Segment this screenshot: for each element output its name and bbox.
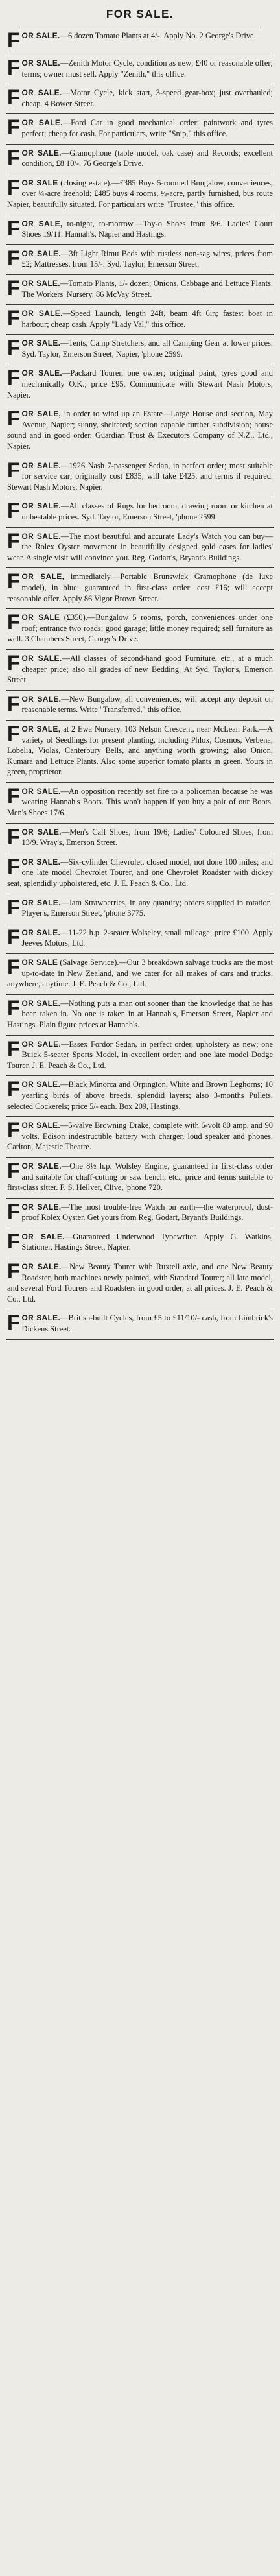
ad-text: —All classes of second-hand good Furniture, etc., at a much cheaper price; also all grades of new Bedding. At Syd. Taylor's, Emerson Street. bbox=[7, 653, 273, 685]
ad-initial-letter: F bbox=[7, 175, 20, 199]
ad-lead: OR SALE. bbox=[21, 309, 63, 318]
ad-initial-letter: F bbox=[7, 86, 20, 110]
ad-initial-letter: F bbox=[7, 458, 20, 482]
ad-text: —Tomato Plants, 1/- dozen; Onions, Cabbage and Lettuce Plants. The Workers' Nursery, 86 McVay Street. bbox=[21, 278, 273, 299]
classified-ad bbox=[6, 995, 274, 1036]
ad-list bbox=[4, 27, 276, 1340]
ad-initial-letter: F bbox=[7, 854, 20, 878]
ad-initial-letter: F bbox=[7, 1118, 20, 1142]
classified-ad bbox=[6, 457, 274, 498]
classified-ad bbox=[6, 114, 274, 144]
ad-initial-letter: F bbox=[7, 1311, 20, 1335]
ad-initial-letter: F bbox=[7, 115, 20, 139]
ad-initial-letter: F bbox=[7, 407, 20, 431]
ad-text: —The most beautiful and accurate Lady's Watch you can buy—the Rolex Oyster movement in beautifully designed gold cases for ladies' wear. A single visit will convince you. Reg. Godart's, Bryant's Buildings. bbox=[7, 531, 273, 562]
classified-ad bbox=[6, 405, 274, 457]
ad-initial-letter: F bbox=[7, 569, 20, 593]
ad-text: (Salvage Service).—Our 3 breakdown salvage trucks are the most up-to-date in New Zealand, and we cater for all makes of cars and trucks, anywhere, anytime. J. E. Peach & Co., Ltd. bbox=[7, 958, 273, 989]
ad-lead: OR SALE. bbox=[21, 88, 62, 98]
ad-lead: OR SALE. bbox=[21, 653, 62, 663]
ad-lead: OR SALE bbox=[21, 613, 60, 623]
ad-text: —Gramophone (table model, oak case) and Records; excellent condition, £8 10/-. 76 George's Drive. bbox=[21, 148, 273, 169]
ad-text: to-night, to-morrow.—Toy-o Shoes from 8/6. Ladies' Court Shoes 19/11. Hannah's, Napier and Hastings. bbox=[21, 219, 273, 239]
classified-ad bbox=[6, 1076, 274, 1117]
ad-initial-letter: F bbox=[7, 499, 20, 523]
ad-lead: OR SALE. bbox=[21, 998, 61, 1008]
ad-text: —An opposition recently set fire to a policeman because he was wearing Hannah's Boots. This won't happen if you buy a pair of our Boots. Men's Shoes 17/6. bbox=[7, 786, 273, 818]
ad-initial-letter: F bbox=[7, 145, 20, 169]
ad-lead: OR SALE. bbox=[21, 531, 61, 541]
ad-text: —Nothing puts a man out sooner than the knowledge that he has been taken in. No one is taken in at Hannah's, Emerson Street, Napier and Hastings. Plain figure prices at Hannah's. bbox=[7, 998, 273, 1029]
ad-text: —Essex Fordor Sedan, in perfect order, upholstery as new; one Buick 5-seater Sports Model, in excellent order; and one late model Dodge Tourer. J. E. Peach & Co., Ltd. bbox=[7, 1039, 273, 1070]
ad-lead: OR SALE. bbox=[21, 1039, 62, 1049]
ad-lead: OR SALE bbox=[21, 958, 58, 967]
ad-text: —3ft Light Rimu Beds with rustless non-sag wires, prices from £2; Mattresses, from 15/-. Syd. Taylor, Emerson Street. bbox=[21, 248, 273, 269]
classified-ad bbox=[6, 650, 274, 691]
classified-ad bbox=[6, 364, 274, 405]
ad-lead: OR SALE. bbox=[21, 1121, 61, 1130]
ad-lead: OR SALE. bbox=[21, 1262, 62, 1272]
ad-text: (closing estate).—£385 Buys 5-roomed Bungalow, conveniences, over ¼-acre freehold; £485 buys 4 rooms, ½-acre, partly furnished, bus route Napier, beautifully situated. For particulars write "Trustee," this office. bbox=[7, 178, 273, 209]
ad-initial-letter: F bbox=[7, 691, 20, 715]
classified-ad bbox=[6, 27, 274, 54]
ad-initial-letter: F bbox=[7, 996, 20, 1020]
ad-initial-letter: F bbox=[7, 925, 20, 949]
classified-ad bbox=[6, 275, 274, 305]
ad-lead: OR SALE. bbox=[21, 1161, 62, 1171]
classified-ad bbox=[6, 568, 274, 609]
ad-text: —The most trouble-free Watch on earth—the waterproof, dust-proof Rolex Oyster. Get yours from Reg. Godart, Bryant's Buildings. bbox=[21, 1202, 273, 1222]
ad-lead: OR SALE. bbox=[21, 898, 61, 907]
classified-ad bbox=[6, 305, 274, 335]
classified-ad bbox=[6, 54, 274, 84]
column-heading: FOR SALE. bbox=[19, 4, 261, 27]
ad-lead: OR SALE. bbox=[21, 460, 61, 470]
ad-text: —6 dozen Tomato Plants at 4/-. Apply No. 2 George's Drive. bbox=[60, 31, 256, 40]
ad-text: (£350).—Bungalow 5 rooms, porch, conveniences under one roof; entrance two roads; good garage; little money required; sell furniture as well. 3 Chambers Street, George's Drive. bbox=[7, 613, 273, 644]
ad-lead: OR SALE. bbox=[21, 786, 61, 796]
ad-initial-letter: F bbox=[7, 895, 20, 919]
ad-lead: OR SALE, bbox=[21, 724, 61, 733]
ad-initial-letter: F bbox=[7, 1158, 20, 1182]
ad-text: —Speed Launch, length 24ft, beam 4ft 6in; fastest boat in harbour; cheap cash. Apply "Lady Val," this office. bbox=[21, 309, 274, 329]
ad-initial-letter: F bbox=[7, 650, 20, 674]
classified-ad bbox=[6, 145, 274, 174]
classified-ad bbox=[6, 84, 274, 114]
ad-text: —Black Minorca and Orpington, White and Brown Leghorns; 10 yearling birds of above breeds, splendid layers; also 3-months Pullets, selected Cockerels; price 5/- each. Box 209, Hastings. bbox=[7, 1080, 273, 1111]
classified-ad bbox=[6, 215, 274, 245]
ad-text: —Six-cylinder Chevrolet, closed model, not done 100 miles; and one late model Chevrolet Tourer, and one Chevrolet Roadster with dickey seat, splendidly upholstered, etc. J. E. Peach & Co., Ltd. bbox=[7, 857, 273, 888]
ad-text: —5-valve Browning Drake, complete with 6-volt 80 amp. and 90 volts, Edison indestructible battery with charger, loud speaker and phones. Carlton, Majestic Theatre. bbox=[7, 1121, 273, 1152]
classified-ad bbox=[6, 924, 274, 954]
ad-lead: OR SALE. bbox=[21, 927, 61, 937]
ad-lead: OR SALE. bbox=[21, 1232, 65, 1241]
ad-lead: OR SALE. bbox=[21, 278, 60, 288]
ad-initial-letter: F bbox=[7, 1259, 20, 1283]
ad-text: —Ford Car in good mechanical order; paintwork and tyres perfect; cheap for cash. For particulars, write "Snip," this office. bbox=[21, 118, 273, 138]
ad-lead: OR SALE. bbox=[21, 694, 62, 704]
classified-ad bbox=[6, 1258, 274, 1309]
classified-ad bbox=[6, 853, 274, 894]
classified-ad bbox=[6, 954, 274, 995]
ad-text: at 2 Ewa Nursery, 103 Nelson Crescent, near McLean Park.—A variety of Seedlings for present planting, including Phlox, Cosmos, Verbena, Lobelia, Violas, Canterbury Bells, and anything worth growing; also Onion, Kumara and Lettuce Plants. Also some superior tomato plants in green. Yours in green, proprietor. bbox=[7, 724, 273, 777]
ad-text: —All classes of Rugs for bedroom, drawing room or kitchen at unbeatable prices. Syd. Taylor, Emerson Street, 'phone 2599. bbox=[21, 501, 273, 521]
ad-lead: OR SALE, bbox=[21, 572, 65, 582]
classified-ad bbox=[6, 245, 274, 275]
ad-initial-letter: F bbox=[7, 1229, 20, 1253]
ad-initial-letter: F bbox=[7, 306, 20, 330]
ad-initial-letter: F bbox=[7, 1036, 20, 1060]
classified-ad bbox=[6, 1117, 274, 1158]
ad-lead: OR SALE. bbox=[21, 1313, 61, 1323]
ad-lead: OR SALE. bbox=[21, 339, 61, 348]
ad-lead: OR SALE. bbox=[21, 248, 61, 258]
ad-initial-letter: F bbox=[7, 216, 20, 240]
ad-lead: OR SALE. bbox=[21, 148, 62, 158]
ad-lead: OR SALE. bbox=[21, 1202, 62, 1211]
ad-lead: OR SALE. bbox=[21, 31, 60, 40]
ad-initial-letter: F bbox=[7, 610, 20, 634]
classified-ad bbox=[6, 1228, 274, 1258]
classified-ad bbox=[6, 721, 274, 783]
classified-ad bbox=[6, 609, 274, 650]
classified-ad bbox=[6, 174, 274, 215]
ad-lead: OR SALE bbox=[21, 178, 58, 187]
ad-lead: OR SALE. bbox=[21, 58, 60, 67]
ad-lead: OR SALE. bbox=[21, 1080, 61, 1090]
classified-ad bbox=[6, 1309, 274, 1339]
classified-ad bbox=[6, 528, 274, 569]
ad-initial-letter: F bbox=[7, 1077, 20, 1101]
classified-ad bbox=[6, 691, 274, 721]
ad-initial-letter: F bbox=[7, 336, 20, 360]
ad-initial-letter: F bbox=[7, 955, 20, 979]
ad-text: immediately.—Portable Brunswick Gramophone (de luxe model), in blue; guaranteed in first-class order; cost £16; will accept reasonable offer. Apply 86 Vigor Brown Street. bbox=[7, 572, 273, 603]
classified-ad bbox=[6, 497, 274, 527]
ad-initial-letter: F bbox=[7, 276, 20, 300]
ad-text: —Zenith Motor Cycle, condition as new; £40 or reasonable offer; terms; owner must sell. Apply "Zenith," this office. bbox=[21, 58, 273, 78]
classified-ad bbox=[6, 783, 274, 824]
ad-lead: OR SALE, bbox=[21, 219, 63, 228]
ad-text: —Packard Tourer, one owner; original paint, tyres good and mechanically O.K.; price £95. Communicate with Stewart Nash Motors, Napier. bbox=[7, 368, 273, 400]
classified-ad bbox=[6, 1158, 274, 1199]
ad-text: —New Bungalow, all conveniences; will accept any deposit on reasonable terms. Write "Transferred," this office. bbox=[21, 694, 273, 715]
ad-initial-letter: F bbox=[7, 721, 20, 745]
ad-initial-letter: F bbox=[7, 29, 20, 52]
ad-initial-letter: F bbox=[7, 246, 20, 270]
ad-lead: OR SALE. bbox=[21, 827, 62, 837]
ad-text: —Jam Strawberries, in any quantity; orders supplied in rotation. Player's, Emerson Street, 'phone 3775. bbox=[21, 898, 273, 918]
ad-lead: OR SALE. bbox=[21, 368, 63, 378]
ad-lead: OR SALE, bbox=[21, 409, 62, 419]
ad-text: —Guaranteed Underwood Typewriter. Apply G. Watkins, Stationer, Hastings Street, Napier. bbox=[21, 1232, 274, 1252]
classified-ad bbox=[6, 894, 274, 924]
ad-initial-letter: F bbox=[7, 1199, 20, 1223]
ad-text: —British-built Cycles, from £5 to £11/10/- cash, from Limbrick's Dickens Street. bbox=[21, 1313, 273, 1334]
ad-initial-letter: F bbox=[7, 366, 20, 390]
ad-text: —1926 Nash 7-passenger Sedan, in perfect order; most suitable for service car; originally cost £835; will take £425, and terms if required. Stewart Nash Motors, Napier. bbox=[7, 460, 273, 492]
ad-lead: OR SALE. bbox=[21, 857, 61, 866]
ad-text: —Tents, Camp Stretchers, and all Camping Gear at lower prices. Syd. Taylor, Emerson Street, Napier, 'phone 2599. bbox=[21, 339, 274, 359]
ad-initial-letter: F bbox=[7, 56, 20, 79]
ad-initial-letter: F bbox=[7, 824, 20, 848]
ad-lead: OR SALE. bbox=[21, 501, 61, 511]
ad-text: —Men's Calf Shoes, from 19/6; Ladies' Coloured Shoes, from 13/9. Wray's, Emerson Street. bbox=[21, 827, 273, 848]
classified-ad bbox=[6, 1036, 274, 1077]
ad-lead: OR SALE. bbox=[21, 118, 63, 128]
ad-text: —Motor Cycle, kick start, 3-speed gear-box; just overhauled; cheap. 4 Bower Street. bbox=[21, 88, 273, 108]
ad-initial-letter: F bbox=[7, 529, 20, 553]
ad-initial-letter: F bbox=[7, 783, 20, 807]
classified-ad bbox=[6, 335, 274, 364]
ad-text: —11-22 h.p. 2-seater Wolseley, small mileage; price £100. Apply Jeeves Motors, Ltd. bbox=[21, 927, 273, 948]
ad-text: —New Beauty Tourer with Ruxtell axle, and one New Beauty Roadster, both machines newly painted, with Standard Tourer; all late model, and several Ford Tourers and Roadsters in good order, at all prices. J. E. Peach & Co., Ltd. bbox=[7, 1262, 273, 1304]
classified-ad bbox=[6, 824, 274, 853]
classified-ad bbox=[6, 1199, 274, 1228]
ad-text: —One 8½ h.p. Wolsley Engine, guaranteed in first-class order and suitable for chaff-cutting or saw bench, etc.; price and terms suitable to first-class sitter. F. S. Hellver, Clive, 'phone 720. bbox=[7, 1161, 273, 1193]
ad-text: in order to wind up an Estate—Large House and section, May Avenue, Napier; sunny, sheltered; section capable further subdivision; house sound and in good order. Guardian Trust & Executors Company of N.Z., Ltd., Napier. bbox=[7, 409, 273, 451]
